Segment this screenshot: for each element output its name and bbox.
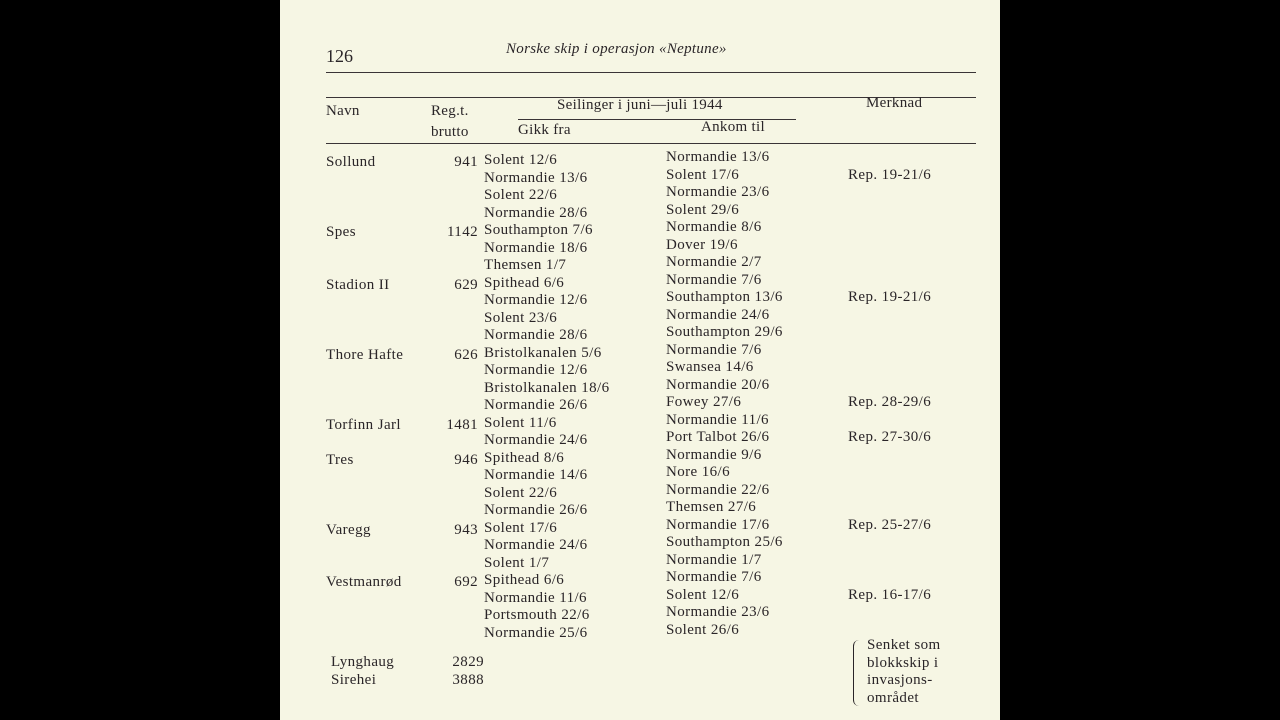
- departure-cell: Normandie 24/6: [484, 432, 588, 448]
- arrival-cell: Southampton 25/6: [666, 534, 783, 550]
- header-reg-t: Reg.t.: [431, 103, 469, 119]
- departure-cell: Bristolkanalen 5/6: [484, 344, 602, 361]
- ship-name: Sollund: [326, 154, 376, 170]
- departure-cell: Solent 22/6: [484, 187, 558, 203]
- remark-cell: Rep. 27-30/6: [848, 429, 932, 445]
- departure-cell: Spithead 8/6: [484, 449, 565, 466]
- ship-name: Varegg: [326, 521, 371, 538]
- sunk-note-line: Senket som: [867, 637, 941, 653]
- departure-cell: Normandie 28/6: [484, 327, 588, 343]
- ship-tonnage: 943: [454, 521, 478, 538]
- header-merknad: Merknad: [866, 95, 923, 111]
- sunk-ship-tonnage: 2829: [452, 654, 484, 670]
- book-page: [280, 0, 1000, 720]
- arrival-cell: Nore 16/6: [666, 464, 731, 480]
- arrival-cell: Normandie 1/7: [666, 551, 762, 568]
- ship-tonnage: 692: [454, 574, 478, 590]
- remark-cell: Rep. 28-29/6: [848, 394, 932, 410]
- arrival-cell: Fowey 27/6: [666, 394, 742, 410]
- arrival-cell: Themsen 27/6: [666, 499, 757, 515]
- ship-tonnage: 941: [454, 154, 478, 170]
- departure-cell: Normandie 24/6: [484, 537, 588, 553]
- ship-name: Torfinn Jarl: [326, 416, 401, 433]
- remark-cell: Rep. 25-27/6: [848, 516, 932, 533]
- arrival-cell: Normandie 9/6: [666, 446, 762, 463]
- brace: [853, 640, 862, 706]
- departure-cell: Southampton 7/6: [484, 222, 593, 238]
- running-title: Norske skip i operasjon «Neptune»: [506, 41, 727, 57]
- arrival-cell: Normandie 7/6: [666, 569, 762, 585]
- arrival-cell: Solent 17/6: [666, 166, 740, 183]
- remark-cell: Rep. 19-21/6: [848, 289, 932, 305]
- arrival-cell: Solent 12/6: [666, 586, 740, 603]
- sunk-ship-name: Lynghaug: [331, 654, 395, 670]
- departure-cell: Solent 12/6: [484, 152, 558, 168]
- arrival-cell: Normandie 7/6: [666, 271, 762, 288]
- arrival-cell: Normandie 7/6: [666, 341, 762, 358]
- arrival-cell: Southampton 29/6: [666, 324, 783, 340]
- title-rule: [326, 72, 976, 73]
- header-bottom-rule: [326, 143, 976, 144]
- departure-cell: Normandie 25/6: [484, 624, 588, 641]
- remark-cell: Rep. 16-17/6: [848, 586, 932, 603]
- departure-cell: Themsen 1/7: [484, 257, 567, 273]
- ship-tonnage: 1481: [446, 416, 478, 433]
- departure-cell: Spithead 6/6: [484, 274, 565, 291]
- ship-tonnage: 626: [454, 346, 478, 363]
- departure-cell: Portsmouth 22/6: [484, 607, 590, 623]
- departure-cell: Normandie 18/6: [484, 239, 588, 256]
- sunk-note-line: blokkskip i: [867, 654, 939, 671]
- departure-cell: Solent 17/6: [484, 519, 558, 536]
- ship-name: Vestmanrød: [326, 574, 402, 590]
- ship-name: Thore Hafte: [326, 346, 404, 363]
- sunk-ship-name: Sirehei: [331, 671, 377, 688]
- arrival-cell: Normandie 23/6: [666, 184, 770, 200]
- header-ankom-til: Ankom til: [701, 119, 765, 135]
- arrival-cell: Solent 26/6: [666, 621, 740, 638]
- arrival-cell: Port Talbot 26/6: [666, 429, 770, 445]
- departure-cell: Solent 22/6: [484, 484, 558, 501]
- arrival-cell: Southampton 13/6: [666, 289, 783, 305]
- sunk-ship-tonnage: 3888: [452, 671, 484, 688]
- departure-cell: Normandie 11/6: [484, 589, 587, 606]
- ship-name: Stadion II: [326, 276, 390, 293]
- arrival-cell: Normandie 11/6: [666, 411, 769, 428]
- header-brutto: brutto: [431, 124, 469, 140]
- page-number: 126: [326, 46, 353, 66]
- ship-tonnage: 1142: [446, 224, 478, 240]
- ship-name: Tres: [326, 451, 354, 468]
- departure-cell: Normandie 26/6: [484, 397, 588, 413]
- departure-cell: Normandie 12/6: [484, 292, 588, 308]
- departure-cell: Normandie 14/6: [484, 467, 588, 483]
- arrival-cell: Normandie 8/6: [666, 219, 762, 235]
- arrival-cell: Normandie 22/6: [666, 481, 770, 498]
- departure-cell: Normandie 12/6: [484, 362, 588, 378]
- arrival-cell: Dover 19/6: [666, 236, 738, 253]
- departure-cell: Normandie 13/6: [484, 169, 588, 186]
- departure-cell: Normandie 28/6: [484, 204, 588, 221]
- departure-cell: Solent 23/6: [484, 309, 558, 326]
- arrival-cell: Swansea 14/6: [666, 359, 754, 375]
- sunk-note-line: invasjons-: [867, 672, 933, 688]
- ship-tonnage: 946: [454, 451, 478, 468]
- departure-cell: Spithead 6/6: [484, 572, 565, 588]
- arrival-cell: Normandie 17/6: [666, 516, 770, 533]
- header-seilinger: Seilinger i juni—juli 1944: [557, 97, 723, 113]
- arrival-cell: Normandie 24/6: [666, 306, 770, 323]
- sunk-note-line: området: [867, 689, 919, 706]
- departure-cell: Solent 11/6: [484, 414, 557, 431]
- departure-cell: Bristolkanalen 18/6: [484, 379, 610, 396]
- departure-cell: Solent 1/7: [484, 554, 550, 571]
- remark-cell: Rep. 19-21/6: [848, 166, 932, 183]
- arrival-cell: Normandie 23/6: [666, 604, 770, 620]
- ship-name: Spes: [326, 224, 356, 240]
- arrival-cell: Normandie 13/6: [666, 149, 770, 165]
- arrival-cell: Normandie 2/7: [666, 254, 762, 270]
- arrival-cell: Normandie 20/6: [666, 376, 770, 393]
- departure-cell: Normandie 26/6: [484, 502, 588, 518]
- header-gikk-fra: Gikk fra: [518, 122, 571, 138]
- ship-tonnage: 629: [454, 276, 478, 293]
- header-navn: Navn: [326, 103, 360, 119]
- arrival-cell: Solent 29/6: [666, 201, 740, 218]
